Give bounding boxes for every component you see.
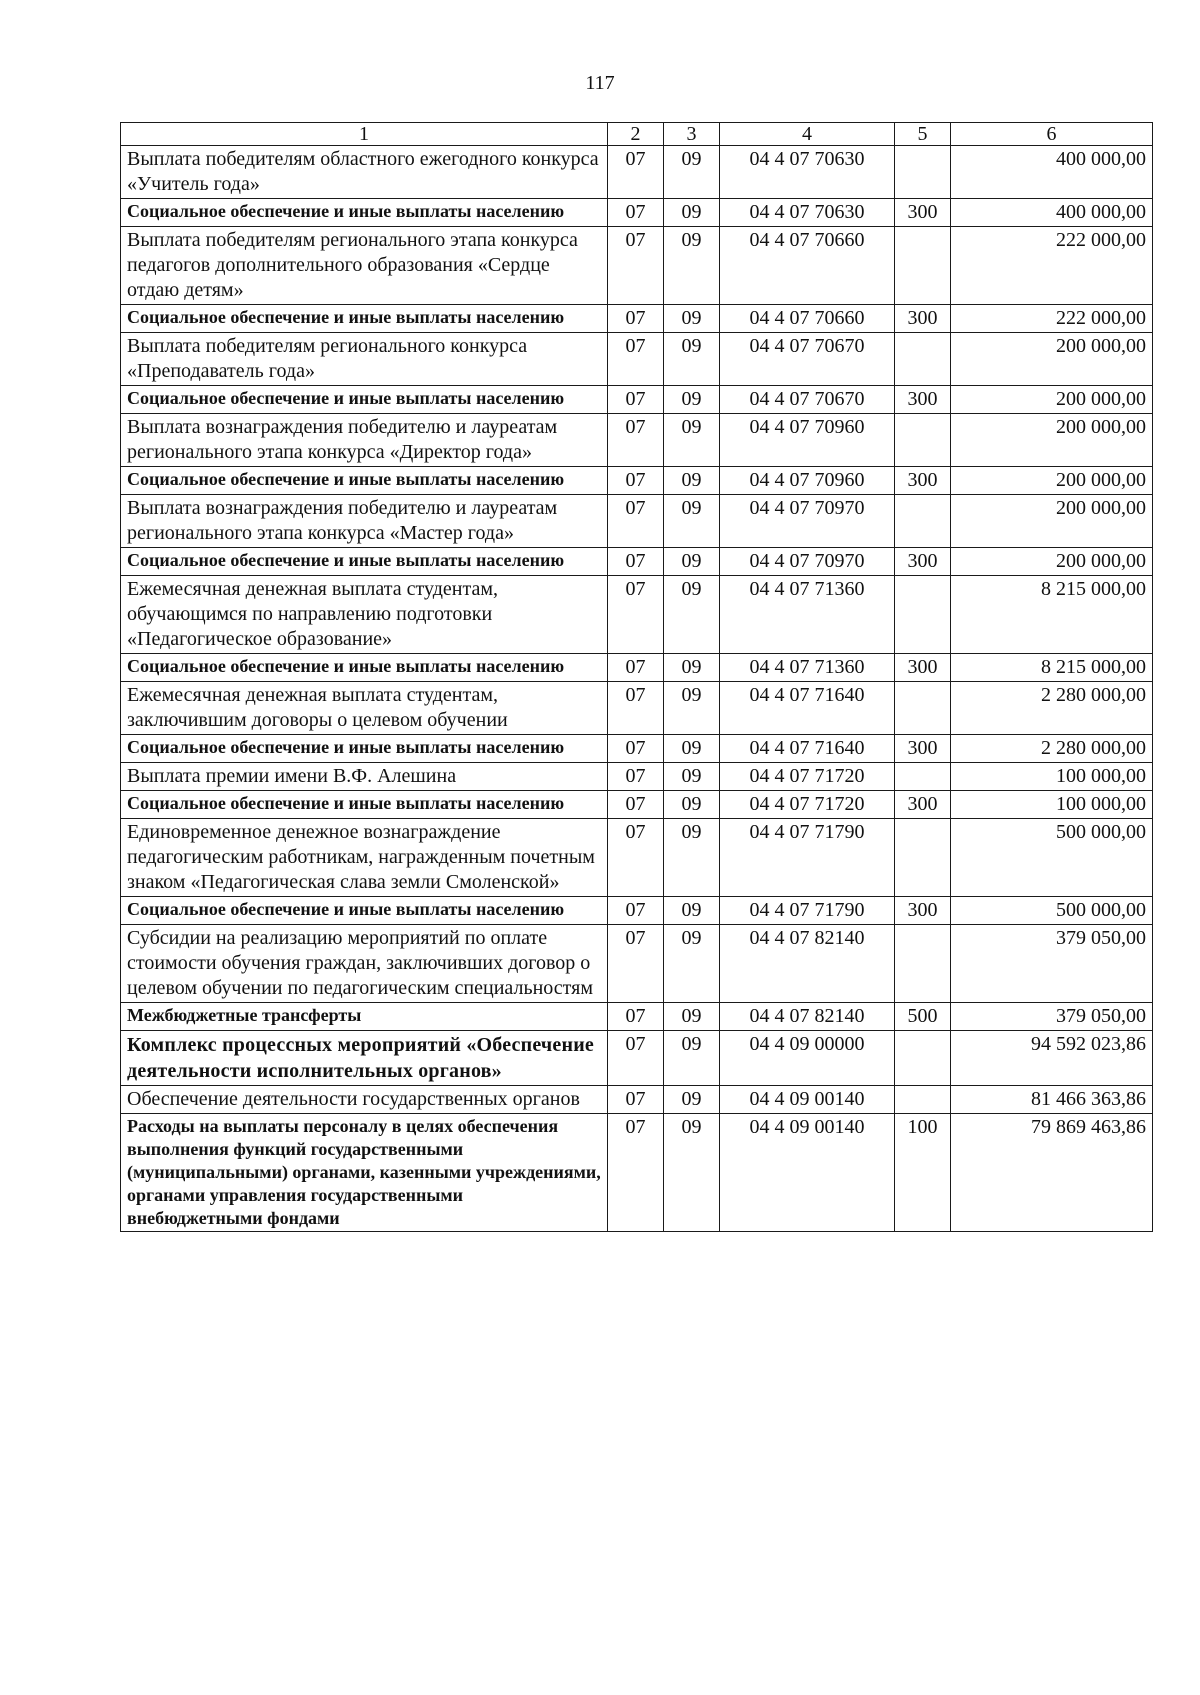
row-target-article: 04 4 09 00000: [720, 1031, 895, 1086]
row-expense-type: [895, 227, 951, 305]
row-target-article: 04 4 07 71790: [720, 819, 895, 897]
row-expense-type: [895, 1086, 951, 1114]
row-amount: 400 000,00: [951, 146, 1153, 199]
row-section-code: 07: [608, 1003, 664, 1031]
row-subsection-code: 09: [664, 682, 720, 735]
row-target-article: 04 4 07 82140: [720, 1003, 895, 1031]
row-section-code: 07: [608, 576, 664, 654]
row-section-code: 07: [608, 897, 664, 925]
row-subsection-code: 09: [664, 1031, 720, 1086]
row-expense-type: 300: [895, 897, 951, 925]
row-expense-type: 300: [895, 654, 951, 682]
row-name: Выплата вознаграждения победителю и лауреатам регионального этапа конкурса «Директор года»: [121, 414, 608, 467]
row-section-code: 07: [608, 763, 664, 791]
row-target-article: 04 4 07 70660: [720, 305, 895, 333]
row-amount: 200 000,00: [951, 414, 1153, 467]
row-section-code: 07: [608, 1086, 664, 1114]
table-row: [121, 654, 1153, 682]
row-amount: 500 000,00: [951, 897, 1153, 925]
row-expense-type: 300: [895, 305, 951, 333]
row-name: Выплата победителям регионального конкурса «Преподаватель года»: [121, 333, 608, 386]
row-amount: 8 215 000,00: [951, 576, 1153, 654]
table-row: [121, 763, 1153, 791]
row-amount: 222 000,00: [951, 305, 1153, 333]
table-row: [121, 1086, 1153, 1114]
row-subsection-code: 09: [664, 199, 720, 227]
row-name: Социальное обеспечение и иные выплаты населению: [121, 735, 608, 763]
budget-table: [120, 122, 1153, 1232]
row-subsection-code: 09: [664, 333, 720, 386]
row-target-article: 04 4 07 70660: [720, 227, 895, 305]
row-name: Комплекс процессных мероприятий «Обеспечение деятельности исполнительных органов»: [121, 1031, 608, 1086]
row-target-article: 04 4 09 00140: [720, 1086, 895, 1114]
row-amount: 81 466 363,86: [951, 1086, 1153, 1114]
row-target-article: 04 4 07 71360: [720, 576, 895, 654]
row-name: Выплата победителям областного ежегодного конкурса «Учитель года»: [121, 146, 608, 199]
row-section-code: 07: [608, 146, 664, 199]
column-header-section: 2: [608, 123, 664, 146]
row-expense-type: [895, 146, 951, 199]
row-name: Ежемесячная денежная выплата студентам, обучающимся по направлению подготовки «Педагогическое образование»: [121, 576, 608, 654]
table-row: [121, 735, 1153, 763]
row-section-code: 07: [608, 548, 664, 576]
row-subsection-code: 09: [664, 414, 720, 467]
table-row: [121, 386, 1153, 414]
row-subsection-code: 09: [664, 925, 720, 1003]
row-target-article: 04 4 07 70960: [720, 467, 895, 495]
row-name: Субсидии на реализацию мероприятий по оплате стоимости обучения граждан, заключивших договор о целевом обучении по педагогическим специальностям: [121, 925, 608, 1003]
row-subsection-code: 09: [664, 227, 720, 305]
row-expense-type: [895, 1031, 951, 1086]
table-row: [121, 199, 1153, 227]
row-name: Выплата победителям регионального этапа конкурса педагогов дополнительного образования «Сердце отдаю детям»: [121, 227, 608, 305]
row-amount: 500 000,00: [951, 819, 1153, 897]
table-row: [121, 819, 1153, 897]
table-row: [121, 146, 1153, 199]
row-name: Социальное обеспечение и иные выплаты населению: [121, 199, 608, 227]
row-expense-type: 300: [895, 791, 951, 819]
row-target-article: 04 4 07 71720: [720, 791, 895, 819]
row-name: Социальное обеспечение и иные выплаты населению: [121, 654, 608, 682]
table-row: [121, 548, 1153, 576]
row-expense-type: [895, 925, 951, 1003]
row-subsection-code: 09: [664, 386, 720, 414]
row-name: Социальное обеспечение и иные выплаты населению: [121, 897, 608, 925]
table-row: [121, 791, 1153, 819]
row-amount: 94 592 023,86: [951, 1031, 1153, 1086]
row-section-code: 07: [608, 735, 664, 763]
row-expense-type: [895, 333, 951, 386]
row-subsection-code: 09: [664, 1003, 720, 1031]
row-name: Обеспечение деятельности государственных органов: [121, 1086, 608, 1114]
row-expense-type: [895, 495, 951, 548]
row-amount: 222 000,00: [951, 227, 1153, 305]
column-header-expense-type: 5: [895, 123, 951, 146]
page-number: 117: [585, 72, 615, 94]
row-section-code: 07: [608, 654, 664, 682]
row-expense-type: [895, 682, 951, 735]
column-header-name: 1: [121, 123, 608, 146]
row-expense-type: 300: [895, 735, 951, 763]
row-section-code: 07: [608, 495, 664, 548]
row-amount: 2 280 000,00: [951, 735, 1153, 763]
row-subsection-code: 09: [664, 548, 720, 576]
row-target-article: 04 4 07 70630: [720, 199, 895, 227]
row-amount: 200 000,00: [951, 495, 1153, 548]
row-expense-type: 300: [895, 548, 951, 576]
row-name: Социальное обеспечение и иные выплаты населению: [121, 305, 608, 333]
row-section-code: 07: [608, 333, 664, 386]
table-row: [121, 305, 1153, 333]
row-section-code: 07: [608, 199, 664, 227]
table-row: [121, 414, 1153, 467]
row-name: Социальное обеспечение и иные выплаты населению: [121, 386, 608, 414]
table-row: [121, 333, 1153, 386]
row-section-code: 07: [608, 1114, 664, 1232]
row-section-code: 07: [608, 925, 664, 1003]
row-amount: 200 000,00: [951, 467, 1153, 495]
row-target-article: 04 4 07 70670: [720, 333, 895, 386]
column-header-amount: 6: [951, 123, 1153, 146]
row-subsection-code: 09: [664, 791, 720, 819]
row-section-code: 07: [608, 227, 664, 305]
row-target-article: 04 4 07 71360: [720, 654, 895, 682]
row-target-article: 04 4 07 70970: [720, 548, 895, 576]
table-row: [121, 682, 1153, 735]
row-expense-type: 300: [895, 386, 951, 414]
row-amount: 379 050,00: [951, 925, 1153, 1003]
table-row: [121, 1114, 1153, 1232]
row-section-code: 07: [608, 682, 664, 735]
row-section-code: 07: [608, 305, 664, 333]
row-target-article: 04 4 07 70970: [720, 495, 895, 548]
row-name: Единовременное денежное вознаграждение педагогическим работникам, награжденным почетным знаком «Педагогическая слава земли Смоленской»: [121, 819, 608, 897]
row-subsection-code: 09: [664, 735, 720, 763]
table-row: [121, 1003, 1153, 1031]
row-expense-type: [895, 576, 951, 654]
row-target-article: 04 4 07 71720: [720, 763, 895, 791]
row-target-article: 04 4 09 00140: [720, 1114, 895, 1232]
row-expense-type: 300: [895, 467, 951, 495]
row-expense-type: [895, 763, 951, 791]
row-amount: 100 000,00: [951, 763, 1153, 791]
row-amount: 2 280 000,00: [951, 682, 1153, 735]
row-amount: 200 000,00: [951, 333, 1153, 386]
row-name: Выплата премии имени В.Ф. Алешина: [121, 763, 608, 791]
row-target-article: 04 4 07 71790: [720, 897, 895, 925]
row-subsection-code: 09: [664, 819, 720, 897]
row-expense-type: [895, 819, 951, 897]
row-amount: 79 869 463,86: [951, 1114, 1153, 1232]
table-header: [121, 123, 1153, 146]
row-amount: 200 000,00: [951, 548, 1153, 576]
row-section-code: 07: [608, 386, 664, 414]
row-amount: 100 000,00: [951, 791, 1153, 819]
table-row: [121, 1031, 1153, 1086]
row-amount: 8 215 000,00: [951, 654, 1153, 682]
table-row: [121, 897, 1153, 925]
row-target-article: 04 4 07 71640: [720, 682, 895, 735]
row-section-code: 07: [608, 467, 664, 495]
row-subsection-code: 09: [664, 1086, 720, 1114]
row-subsection-code: 09: [664, 467, 720, 495]
row-expense-type: 100: [895, 1114, 951, 1232]
table-row: [121, 227, 1153, 305]
table-row: [121, 925, 1153, 1003]
row-subsection-code: 09: [664, 495, 720, 548]
header-row: [121, 123, 1153, 146]
row-name: Социальное обеспечение и иные выплаты населению: [121, 548, 608, 576]
row-amount: 379 050,00: [951, 1003, 1153, 1031]
row-section-code: 07: [608, 414, 664, 467]
row-expense-type: 300: [895, 199, 951, 227]
row-name: Межбюджетные трансферты: [121, 1003, 608, 1031]
column-header-subsection: 3: [664, 123, 720, 146]
row-target-article: 04 4 07 70630: [720, 146, 895, 199]
row-subsection-code: 09: [664, 897, 720, 925]
row-name: Выплата вознаграждения победителю и лауреатам регионального этапа конкурса «Мастер года»: [121, 495, 608, 548]
row-target-article: 04 4 07 71640: [720, 735, 895, 763]
row-name: Расходы на выплаты персоналу в целях обеспечения выполнения функций государственными (муниципальными) органами, казенными учреждениями, органами управления государственными внебюджетными фондами: [121, 1114, 608, 1232]
table-row: [121, 467, 1153, 495]
row-name: Социальное обеспечение и иные выплаты населению: [121, 467, 608, 495]
row-subsection-code: 09: [664, 763, 720, 791]
row-target-article: 04 4 07 70670: [720, 386, 895, 414]
table-row: [121, 495, 1153, 548]
row-expense-type: 500: [895, 1003, 951, 1031]
row-section-code: 07: [608, 791, 664, 819]
column-header-target-article: 4: [720, 123, 895, 146]
row-name: Ежемесячная денежная выплата студентам, заключившим договоры о целевом обучении: [121, 682, 608, 735]
row-target-article: 04 4 07 82140: [720, 925, 895, 1003]
row-subsection-code: 09: [664, 576, 720, 654]
row-subsection-code: 09: [664, 654, 720, 682]
row-expense-type: [895, 414, 951, 467]
row-amount: 400 000,00: [951, 199, 1153, 227]
row-target-article: 04 4 07 70960: [720, 414, 895, 467]
table-row: [121, 576, 1153, 654]
row-name: Социальное обеспечение и иные выплаты населению: [121, 791, 608, 819]
table-body: [121, 146, 1153, 1232]
row-subsection-code: 09: [664, 1114, 720, 1232]
row-subsection-code: 09: [664, 305, 720, 333]
row-amount: 200 000,00: [951, 386, 1153, 414]
row-section-code: 07: [608, 819, 664, 897]
row-subsection-code: 09: [664, 146, 720, 199]
row-section-code: 07: [608, 1031, 664, 1086]
